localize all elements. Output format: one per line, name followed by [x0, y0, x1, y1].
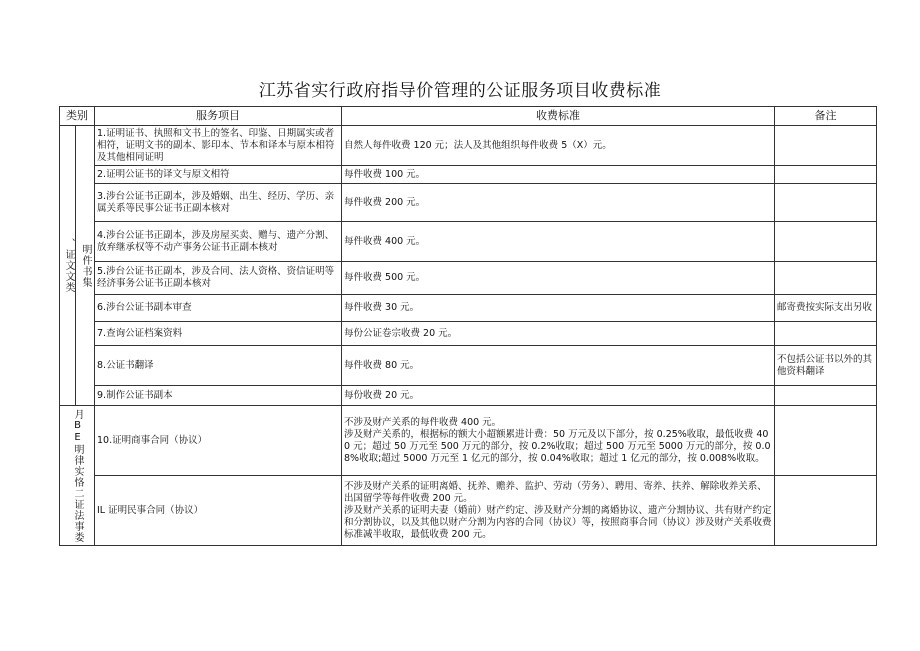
table-row: [60, 184, 877, 222]
row-note: [775, 476, 877, 546]
table-row: [60, 222, 877, 262]
row-note: 邮寄费按实际支出另收: [775, 295, 877, 322]
row-item: 4.涉台公证书正副本，涉及房屋买卖、赠与、遗产分割、放弃继承权等不动产事务公证书正副本核对: [95, 222, 342, 262]
row-note: [775, 322, 877, 346]
row-note: [775, 184, 877, 222]
row-standard: 每件收费 30 元。: [342, 295, 775, 322]
category-sub-1-text: 明件书集: [80, 243, 91, 288]
row-item: 2.证明公证书的译文与原文相符: [95, 166, 342, 184]
table-row: [60, 166, 877, 184]
category-sub-1: [76, 126, 95, 406]
row-note: [775, 386, 877, 406]
row-standard: 每份公证卷宗收费 20 元。: [342, 322, 775, 346]
row-note: [775, 126, 877, 166]
table-row: [60, 406, 877, 476]
header-item: 服务项目: [95, 107, 342, 126]
table-row: [60, 126, 877, 166]
row-item: 6.涉台公证书副本审查: [95, 295, 342, 322]
table-row: [60, 262, 877, 295]
row-standard: 不涉及财产关系的每件收费 400 元。 涉及财产关系的，根据标的额大小超额累进计费：50 万元及以下部分，按 0.25%收取，最低收费 400 元；超过 50 万元至 500 万元的部分，按 0.2%收取；超过 500 万元至 5000 万元的部分，按 0.08%收取;超过 5000 万元至 1 亿元的部分，按 0.04%收取；超过 1 亿元的部分，按 0.008%收取。: [342, 406, 775, 476]
row-note: [775, 406, 877, 476]
row-item: 9.制作公证书副本: [95, 386, 342, 406]
row-note: [775, 222, 877, 262]
table-row: [60, 346, 877, 386]
row-item: 3.涉台公证书正副本，涉及婚姻、出生、经历、学历、亲属关系等民事公证书正副本核对: [95, 184, 342, 222]
row-item: 10.证明商事合同（协议）: [95, 406, 342, 476]
table-row: [60, 386, 877, 406]
row-item: 1.证明证书、执照和文书上的签名、印鉴、日期属实或者相符，证明文书的副本、影印本、节本和译本与原本相符及其他相同证明: [95, 126, 342, 166]
row-item: IL 证明民事合同（协议）: [95, 476, 342, 546]
row-standard: 每件收费 200 元。: [342, 184, 775, 222]
category-main-2-text: 月BE明律实恪二证法事娄: [72, 408, 83, 543]
table-row: [60, 295, 877, 322]
header-category: 类别: [60, 107, 95, 126]
header-standard: 收费标准: [342, 107, 775, 126]
row-item: 5.涉台公证书正副本，涉及合同、法人资格、资信证明等经济事务公证书正副本核对: [95, 262, 342, 295]
row-standard: 每份收费 20 元。: [342, 386, 775, 406]
row-standard: 不涉及财产关系的证明离婚、抚养、赡养、监护、劳动（劳务）、聘用、寄养、扶养、解除收养关系、出国留学等每件收费 200 元。 涉及财产关系的证明夫妻（婚前）财产约定、涉及财产分割的离婚协议、遗产分割协议、共有财产约定和分割协议，以及其他以财产分割为内容的合同（协议）等，按照商事合同（协议）涉及财产关系收费标准减半收取，最低收费 200 元。: [342, 476, 775, 546]
header-row: [60, 107, 877, 126]
row-note: [775, 262, 877, 295]
fee-table: [59, 106, 877, 546]
row-item: 7.查询公证档案资料: [95, 322, 342, 346]
row-standard: 每件收费 500 元。: [342, 262, 775, 295]
table-row: [60, 476, 877, 546]
category-main-2: [60, 406, 95, 546]
header-note: 备注: [775, 107, 877, 126]
row-standard: 每件收费 100 元。: [342, 166, 775, 184]
row-standard: 自然人每件收费 120 元；法人及其他组织每件收费 5（X）元。: [342, 126, 775, 166]
category-main-1-text: 、证文文类: [63, 238, 74, 293]
category-main-1: [60, 126, 76, 406]
row-item: 8.公证书翻译: [95, 346, 342, 386]
page-title: 江苏省实行政府指导价管理的公证服务项目收费标准: [258, 81, 662, 101]
table-row: [60, 322, 877, 346]
row-note: [775, 166, 877, 184]
row-standard: 每件收费 80 元。: [342, 346, 775, 386]
row-standard: 每件收费 400 元。: [342, 222, 775, 262]
row-note: 不包括公证书以外的其他资料翻译: [775, 346, 877, 386]
